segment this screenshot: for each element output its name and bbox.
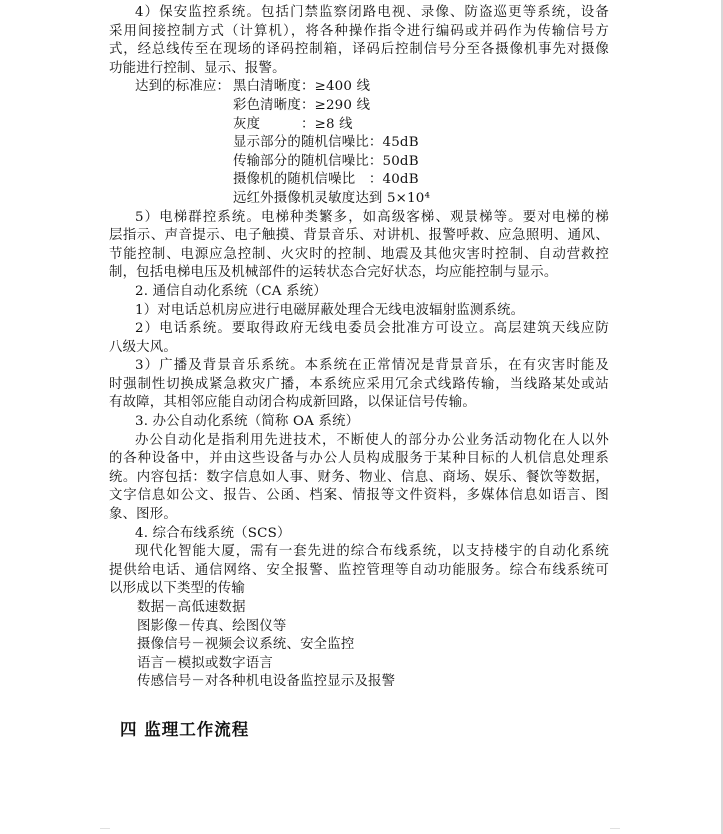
paragraph-elevator-control (109, 209, 609, 283)
crop-mark (610, 828, 620, 829)
standards-label: 达到的标准应： (135, 79, 231, 95)
paragraph-security-monitoring (109, 4, 609, 78)
section-title-oa: 3. 办公自动化系统（简称 OA 系统） (135, 414, 360, 430)
text-line: 的各种设备中，并由这些设备与办公人员构成服务于某种目标的人机信息处理系 (109, 451, 609, 467)
list-item: 语言－模拟或数字语言 (137, 655, 273, 671)
text-line: 时强制性切换成紧急救灾广播，本系统应采用冗余式线路传输，当线路某处或站 (109, 376, 609, 392)
text-line: 层指示、声音提示、电子触摸、背景音乐、对讲机、报警呼救、应急照明、通风、 (109, 228, 609, 244)
standard-item: 彩色清晰度：≥290 线 (233, 97, 371, 113)
text-line: 节能控制、电源应急控制、火灾时的控制、地震及其他灾害时控制、自动营救控 (109, 246, 609, 262)
crop-mark (100, 828, 110, 829)
paragraph-ca-1: 1）对电话总机房应进行电磁屏蔽处理合无线电波辐射监测系统。 (135, 302, 525, 318)
text-line: 有故障，其相邻应能自动闭合构成新回路，以保证信号传输。 (109, 395, 476, 411)
document-body (109, 4, 609, 692)
paragraph-ca-2 (109, 320, 609, 357)
paragraph-oa (109, 432, 609, 525)
text-line: 文字信息如公文、报告、公函、档案、情报等文件资料，多媒体信息如语言、图 (109, 488, 609, 504)
standards-block (109, 78, 609, 208)
text-line: 式，经总线传至在现场的译码控制箱，译码后控制信号分至各摄像机事先对摄像 (109, 42, 609, 58)
standard-item: 灰度 ：≥8 线 (233, 116, 353, 132)
list-item: 数据－高低速数据 (137, 600, 246, 615)
text-line: 八级大风。 (109, 339, 177, 355)
text-line: 现代化智能大厦，需有一套先进的综合布线系统，以支持楼宇的自动化系统 (135, 544, 609, 560)
section-title-scs: 4. 综合布线系统（SCS） (135, 525, 291, 541)
text-line: 制，包括电梯电压及机械部件的运转状态合完好状态，均应能控制与显示。 (109, 265, 558, 281)
section-heading: 四 监理工作流程 (120, 720, 250, 739)
standard-item: 黑白清晰度：≥400 线 (233, 79, 371, 95)
text-line: 象、图形。 (109, 507, 177, 523)
scs-type-list (109, 599, 609, 692)
standard-item: 远红外摄像机灵敏度达到 5×10⁴ (233, 190, 431, 206)
text-line: 以形成以下类型的传输 (109, 581, 245, 597)
text-line: 2）电话系统。要取得政府无线电委员会批准方可设立。高层建筑天线应防 (135, 321, 609, 337)
list-item: 摄像信号－视频会议系统、安全监控 (137, 637, 355, 653)
standard-item: 摄像机的随机信噪比 ：40dB (233, 172, 419, 188)
text-line: 4）保安监控系统。包括门禁监察闭路电视、录像、防盗巡更等系统，设备 (135, 5, 609, 20)
text-line: 采用间接控制方式（计算机），将各种操作指令进行编码或并码作为传输信号方 (109, 23, 609, 39)
text-line: 统。内容包括：数字信息如人事、财务、物业、信息、商场、娱乐、餐饮等数据， (109, 469, 609, 485)
standard-item: 显示部分的随机信噪比：45dB (233, 135, 419, 151)
section-title-ca: 2. 通信自动化系统（CA 系统） (135, 283, 327, 299)
text-line: 提供给电话、通信网络、安全报警、监控管理等自动功能服务。综合布线系统可 (109, 562, 609, 578)
text-line: 5）电梯群控系统。电梯种类繁多，如高级客梯、观景梯等。要对电梯的梯 (135, 209, 609, 225)
text-line: 办公自动化是指利用先进技术，不断使人的部分办公业务活动物化在人以外 (135, 432, 609, 448)
list-item: 图影像－传真、绘图仪等 (137, 618, 287, 634)
text-line: 功能进行控制、显示、报警。 (109, 60, 286, 76)
text-line: 3）广播及背景音乐系统。本系统在正常情况是背景音乐，在有灾害时能及 (135, 358, 609, 374)
list-item: 传感信号－对各种机电设备监控显示及报警 (137, 674, 396, 690)
standard-item: 传输部分的随机信噪比：50dB (233, 153, 419, 169)
paragraph-scs (109, 543, 609, 599)
paragraph-ca-3 (109, 357, 609, 413)
